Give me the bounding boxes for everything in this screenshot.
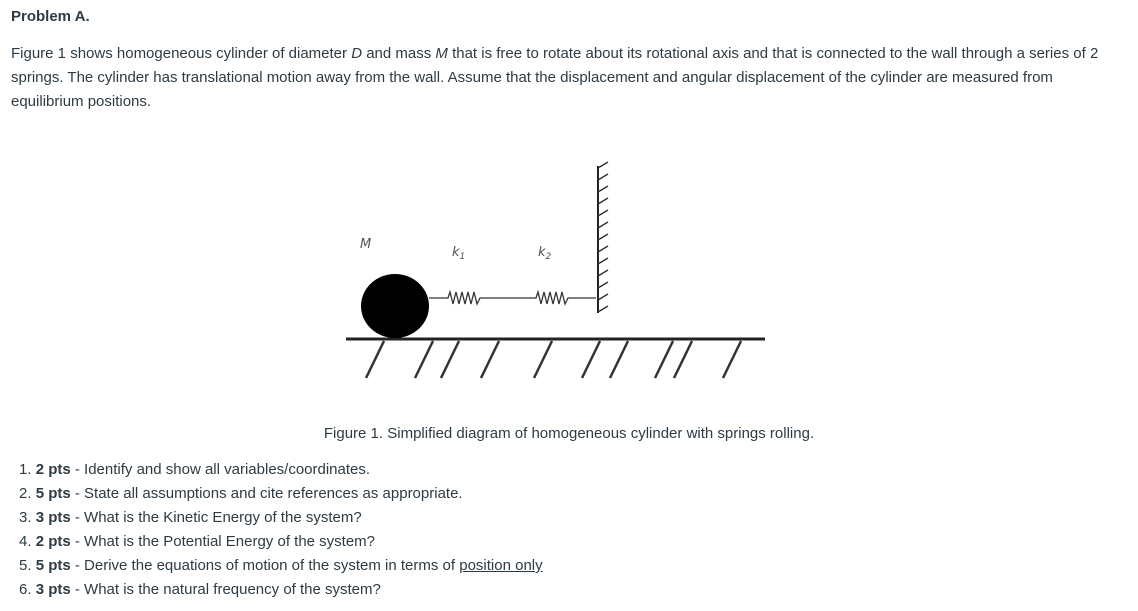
variable-m: M — [435, 45, 448, 62]
intro-text-3: that is free to rotate about its rotational axis and that is connected to the wall through a series of 2 springs. The cylinder has translational motion away from the wall. Assume that the displacement and angular displacement of the cylinder are measured from equilibrium positions. — [11, 45, 1099, 110]
list-item: 4. 2 pts - What is the Potential Energy of the system? — [19, 533, 376, 550]
figure-1 — [340, 158, 780, 388]
ground-hatching — [366, 341, 741, 378]
points-label: 5 pts — [35, 557, 71, 574]
question-list — [19, 458, 543, 602]
points-label: 3 pts — [35, 509, 71, 526]
figure-caption: Figure 1. Simplified diagram of homogeneous cylinder with springs rolling. — [323, 425, 815, 442]
position-only-emphasis: position only — [459, 557, 543, 574]
list-item: 3. 3 pts - What is the Kinetic Energy of the system? — [19, 509, 362, 526]
spring-k2 — [516, 292, 596, 304]
list-item: 5. 5 pts - Derive the equations of motion of the system in terms of position only — [19, 557, 543, 574]
intro-text-2: and mass — [362, 45, 436, 62]
label-mass: M — [360, 237, 372, 252]
wall-hatching — [598, 162, 608, 312]
points-label: 2 pts — [35, 533, 71, 550]
points-label: 3 pts — [35, 581, 71, 598]
problem-title: Problem A. — [11, 8, 90, 25]
variable-d: D — [351, 45, 363, 62]
points-label: 2 pts — [35, 461, 71, 478]
label-k2: $k_2$ — [538, 245, 552, 262]
list-item: 2. 5 pts - State all assumptions and cite references as appropriate. — [19, 485, 463, 502]
list-item: 6. 3 pts - What is the natural frequency of the system? — [19, 581, 381, 598]
list-item: 1. 2 pts - Identify and show all variables/coordinates. — [19, 461, 371, 478]
cylinder — [361, 274, 429, 338]
label-k1: $k_1$ — [452, 245, 466, 262]
intro-text-1: Figure 1 shows homogeneous cylinder of diameter — [11, 45, 352, 62]
points-label: 5 pts — [35, 485, 71, 502]
cylinder-spring-diagram — [340, 158, 780, 388]
problem-statement — [11, 42, 1111, 114]
spring-k1 — [429, 292, 516, 304]
